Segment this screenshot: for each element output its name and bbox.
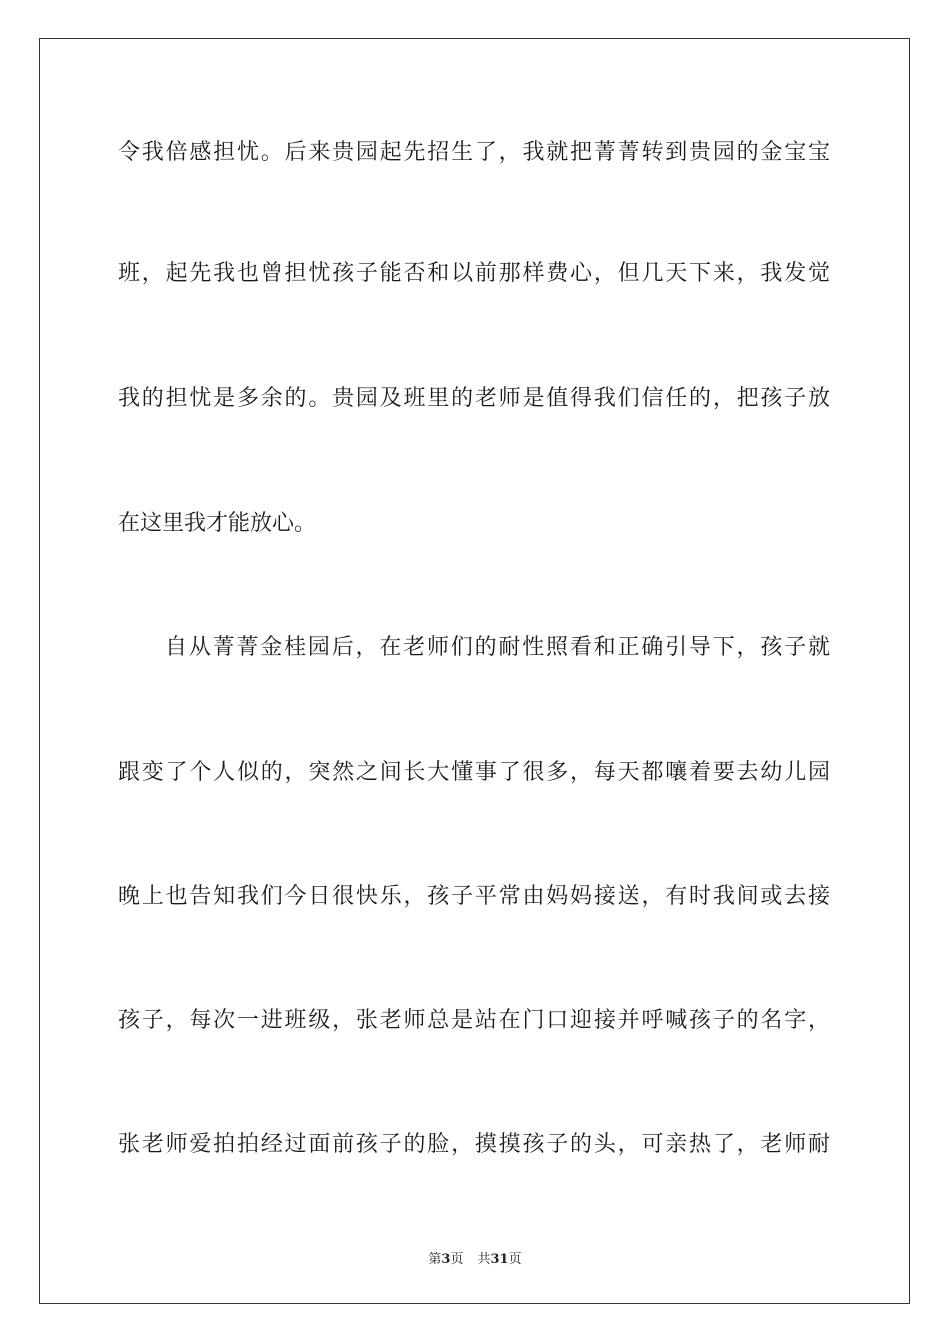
total-pages-number: 31: [490, 1252, 509, 1267]
text-line: 令我倍感担忧。后来贵园起先招生了，我就把菁菁转到贵园的金宝宝: [118, 140, 830, 165]
total-suffix: 页: [508, 1252, 522, 1267]
page-border: [39, 38, 910, 1304]
text-line: 在这里我才能放心。: [118, 511, 317, 536]
page-prefix: 第: [428, 1252, 442, 1267]
page-suffix: 页: [450, 1252, 464, 1267]
total-prefix: 共: [477, 1252, 491, 1267]
text-line: 张老师爱拍拍经过面前孩子的脸，摸摸孩子的头，可亲热了，老师耐: [118, 1132, 830, 1157]
text-line: 跟变了个人似的，突然之间长大懂事了很多，每天都嚷着要去幼儿园: [118, 760, 830, 785]
text-line: 我的担忧是多余的。贵园及班里的老师是值得我们信任的，把孩子放: [118, 386, 830, 411]
text-line: 晚上也告知我们今日很快乐，孩子平常由妈妈接送，有时我间或去接: [118, 884, 830, 909]
text-line: 自从菁菁金桂园后，在老师们的耐性照看和正确引导下，孩子就: [165, 635, 830, 660]
text-line: 班，起先我也曾担忧孩子能否和以前那样费心，但几天下来，我发觉: [118, 261, 830, 286]
current-page-number: 3: [441, 1252, 451, 1267]
page-footer: [0, 1248, 950, 1267]
text-line: 孩子，每次一进班级，张老师总是站在门口迎接并呼喊孩子的名字，: [118, 1008, 830, 1033]
